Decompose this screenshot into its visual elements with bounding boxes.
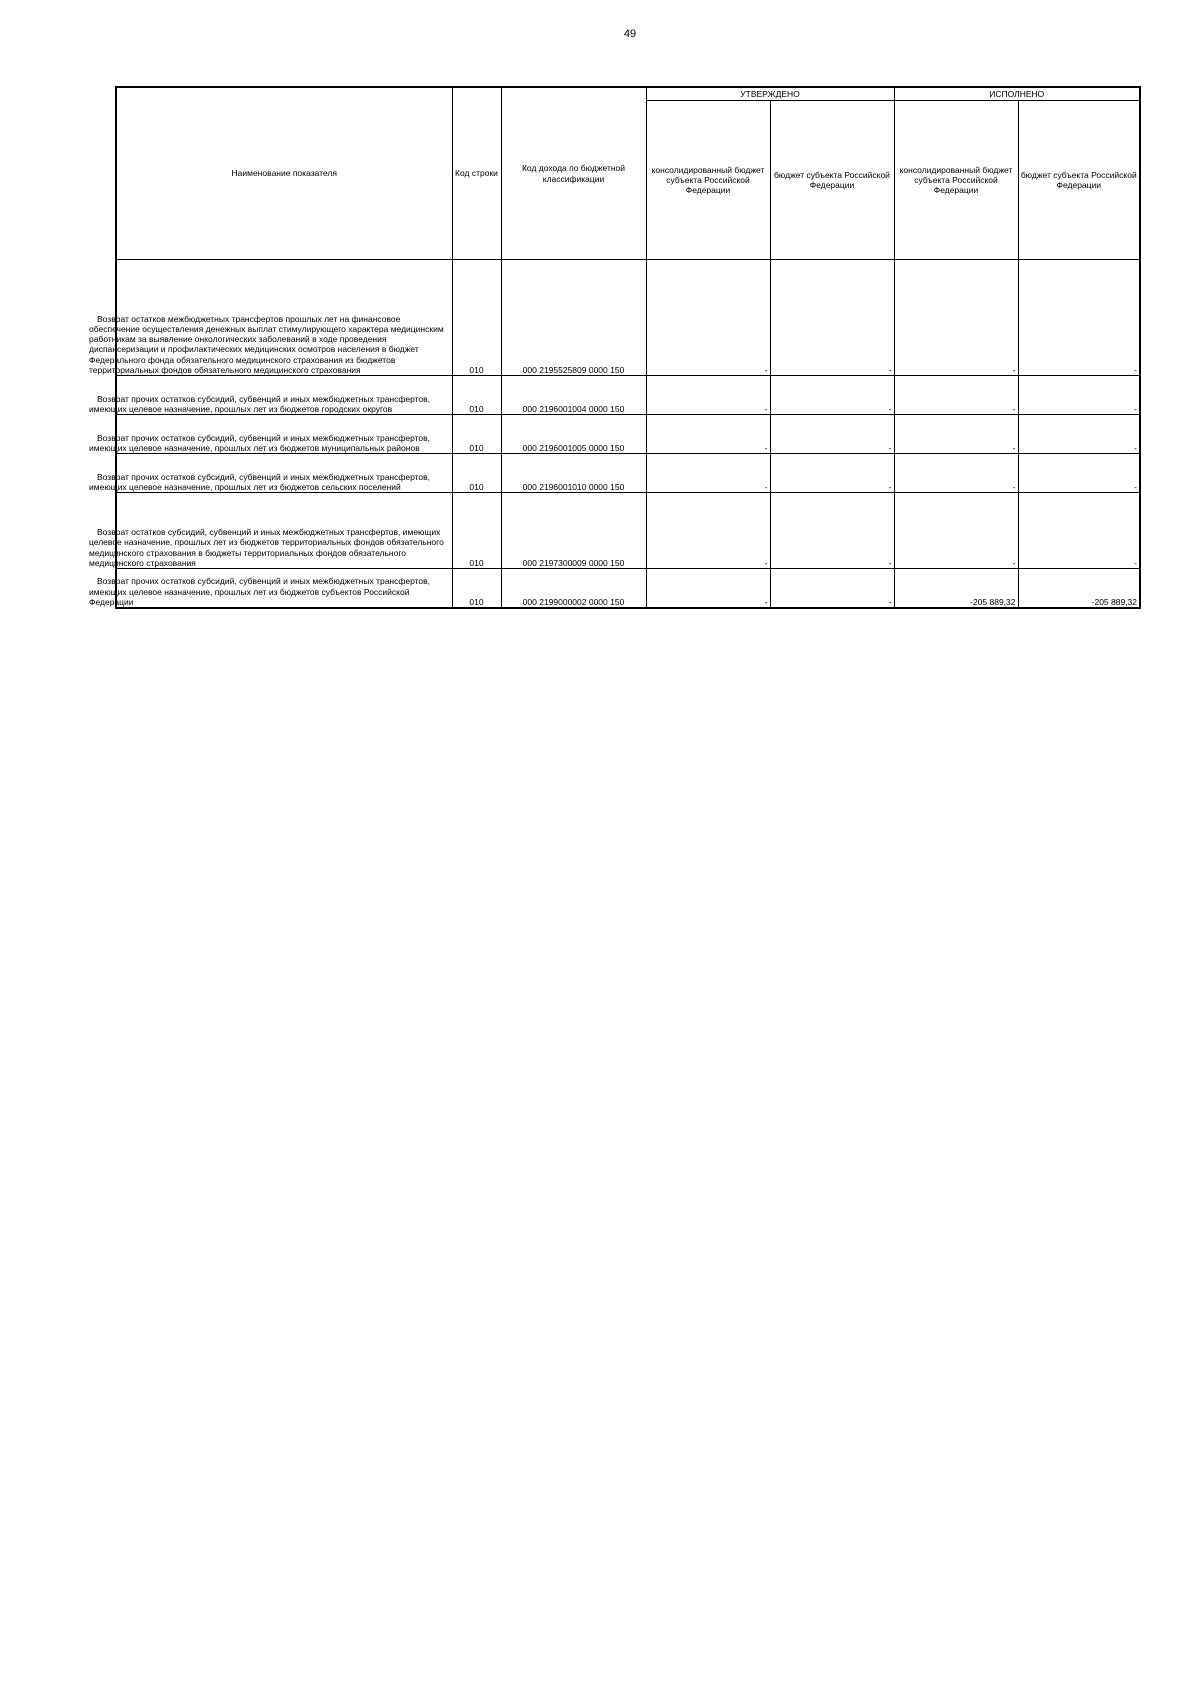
row-code: 010 [452,376,501,415]
header-classification: Код дохода по бюджетной классификации [501,87,646,260]
row-code: 010 [452,569,501,609]
row-classification: 000 2199000002 0000 150 [501,569,646,609]
table-row [116,376,1140,415]
row-name: Возврат прочих остатков субсидий, субвенций и иных межбюджетных трансфертов, имеющих целевое назначение, прошлых лет из бюджетов муниципальных районов [116,415,452,454]
row-name: Возврат прочих остатков субсидий, субвенций и иных межбюджетных трансфертов, имеющих целевое назначение, прошлых лет из бюджетов сельских поселений [116,454,452,493]
row-approved-subject: - [770,493,894,569]
row-approved-subject: - [770,569,894,609]
header-executed-subject: бюджет субъекта Российской Федерации [1018,101,1140,260]
row-executed-consolidated: - [894,376,1018,415]
row-executed-subject: - [1018,493,1140,569]
row-approved-subject: - [770,376,894,415]
header-approved-subject: бюджет субъекта Российской Федерации [770,101,894,260]
row-approved-consolidated: - [646,260,770,376]
table-row [116,493,1140,569]
row-code: 010 [452,454,501,493]
row-approved-subject: - [770,260,894,376]
row-code: 010 [452,260,501,376]
header-code: Код строки [452,87,501,260]
row-classification: 000 2196001005 0000 150 [501,415,646,454]
row-classification: 000 2197300009 0000 150 [501,493,646,569]
table-row [116,569,1140,609]
row-code: 010 [452,415,501,454]
row-executed-consolidated: - [894,260,1018,376]
header-group-executed: ИСПОЛНЕНО [894,87,1140,101]
table-row [116,415,1140,454]
row-approved-consolidated: - [646,493,770,569]
row-name: Возврат остатков субсидий, субвенций и иных межбюджетных трансфертов, имеющих целевое назначение, прошлых лет из бюджетов территориальных фондов обязательного медицинского страхования в бюджеты территориальных фондов обязательного медицинского страхования [116,493,452,569]
row-approved-consolidated: - [646,415,770,454]
row-executed-consolidated: - [894,493,1018,569]
row-classification: 000 2196001004 0000 150 [501,376,646,415]
row-code: 010 [452,493,501,569]
row-executed-subject: - [1018,376,1140,415]
header-name: Наименование показателя [116,87,452,260]
row-executed-subject: -205 889,32 [1018,569,1140,609]
table-row [116,260,1140,376]
row-executed-subject: - [1018,415,1140,454]
row-executed-consolidated: - [894,415,1018,454]
row-approved-consolidated: - [646,569,770,609]
row-approved-subject: - [770,454,894,493]
header-executed-consolidated: консолидированный бюджет субъекта Российской Федерации [894,101,1018,260]
page-number: 49 [623,28,637,40]
header-group-approved: УТВЕРЖДЕНО [646,87,894,101]
budget-report-table [89,86,1141,609]
row-executed-consolidated: - [894,454,1018,493]
row-executed-subject: - [1018,260,1140,376]
table-row [116,454,1140,493]
row-classification: 000 2195525809 0000 150 [501,260,646,376]
row-name: Возврат прочих остатков субсидий, субвенций и иных межбюджетных трансфертов, имеющих целевое назначение, прошлых лет из бюджетов субъектов Российской Федерации [116,569,452,609]
row-approved-subject: - [770,415,894,454]
header-approved-consolidated: консолидированный бюджет субъекта Российской Федерации [646,101,770,260]
row-classification: 000 2196001010 0000 150 [501,454,646,493]
row-executed-subject: - [1018,454,1140,493]
row-name: Возврат прочих остатков субсидий, субвенций и иных межбюджетных трансфертов, имеющих целевое назначение, прошлых лет из бюджетов городских округов [116,376,452,415]
row-executed-consolidated: -205 889,32 [894,569,1018,609]
row-approved-consolidated: - [646,454,770,493]
row-approved-consolidated: - [646,376,770,415]
row-name: Возврат остатков межбюджетных трансфертов прошлых лет на финансовое обеспечение осуществления денежных выплат стимулирующего характера медицинским работникам за выявление онкологических заболеваний в ходе проведения диспансеризации и профилактических медицинских осмотров населения в бюджет Федерального фонда обязательного медицинского страхования из бюджетов территориальных фондов обязательного медицинского страхования [116,260,452,376]
